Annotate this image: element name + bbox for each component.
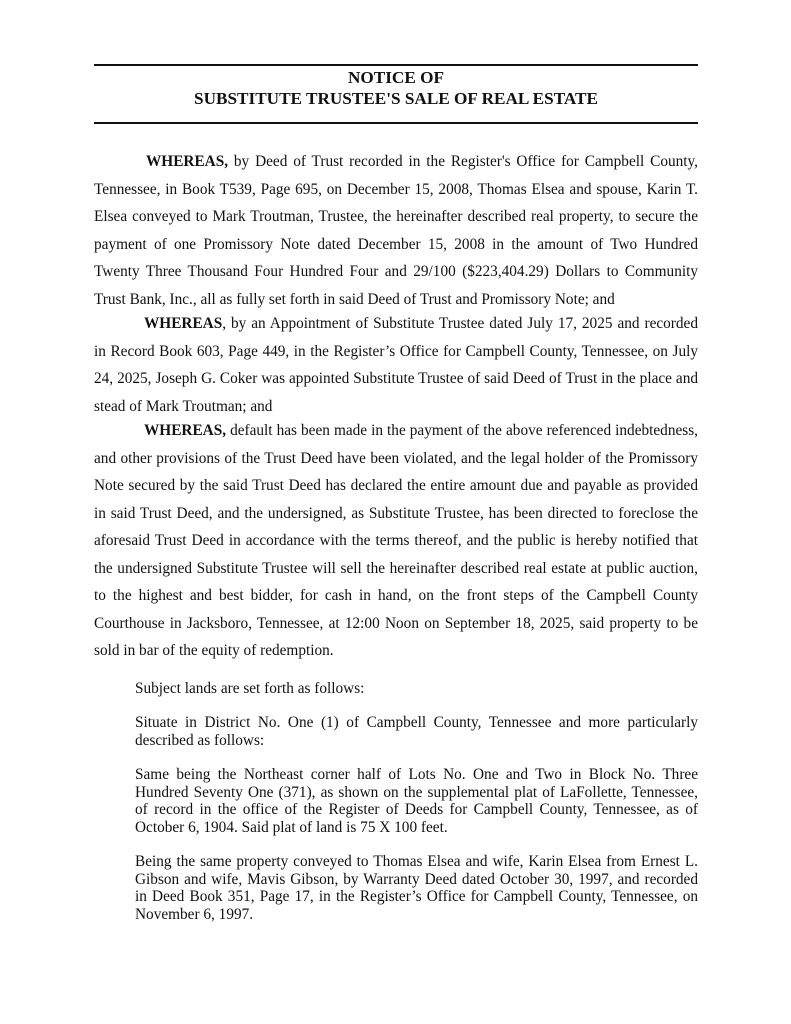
paragraph-text: default has been made in the payment of the above referenced indebtedness, and other provisions of the Trust Deed have been violated, and the legal holder of the Promissory Note secured by the said Trust Deed has declared the entire amount due and payable as provided in said Trust Deed, and the undersigned, as Substitute Trustee, has been directed to foreclose the aforesaid Trust Deed in accordance with the terms thereof, and the public is hereby notified that the undersigned Substitute Trustee will sell the hereinafter described real estate at public auction, to the highest and best bidder, for cash in hand, on the front steps of the Campbell County Courthouse in Jacksboro, Tennessee, at 12:00 Noon on September 18, 2025, said property to be sold in bar of the equity of redemption. <box>94 422 698 659</box>
subject-lands-text: Subject lands are set forth as follows: <box>135 680 365 697</box>
prior-conveyance <box>135 853 698 923</box>
title-bottom-rule <box>94 122 698 124</box>
paragraph-text: by Deed of Trust recorded in the Register's Office for Campbell County, Tennessee, in Book T539, Page 695, on December 15, 2008, Thomas Elsea and spouse, Karin T. Elsea conveyed to Mark Troutman, Trustee, the hereinafter described real property, to secure the payment of one Promissory Note dated December 15, 2008 in the amount of Two Hundred Twenty Three Thousand Four Hundred Four and 29/100 ($223,404.29) Dollars to Community Trust Bank, Inc., all as fully set forth in said Deed of Trust and Promissory Note; and <box>94 153 698 308</box>
whereas-lead: WHEREAS <box>144 315 223 332</box>
title-top-rule <box>94 64 698 66</box>
whereas-lead: WHEREAS, <box>144 422 227 439</box>
document-title <box>94 67 698 109</box>
subject-lands-text: Situate in District No. One (1) of Campbell County, Tennessee and more particularly described as follows: <box>135 714 698 749</box>
subject-lands-text: Same being the Northeast corner half of Lots No. One and Two in Block No. Three Hundred Seventy One (371), as shown on the supplemental plat of LaFollette, Tennessee, of record in the office of the Register of Deeds for Campbell County, Tennessee, as of October 6, 1904. Said plat of land is 75 X 100 feet. <box>135 766 698 836</box>
whereas-paragraph-default <box>94 417 698 665</box>
district-description <box>135 714 698 749</box>
whereas-paragraph-deed-of-trust <box>94 148 698 313</box>
title-line-2: SUBSTITUTE TRUSTEE'S SALE OF REAL ESTATE <box>194 89 598 108</box>
lot-description <box>135 766 698 836</box>
subject-lands-intro <box>135 680 698 698</box>
title-line-1: NOTICE OF <box>348 68 444 87</box>
subject-lands-text: Being the same property conveyed to Thomas Elsea and wife, Karin Elsea from Ernest L. Gibson and wife, Mavis Gibson, by Warranty Deed dated October 30, 1997, and recorded in Deed Book 351, Page 17, in the Register’s Office for Campbell County, Tennessee, on November 6, 1997. <box>135 853 698 923</box>
whereas-lead: WHEREAS, <box>146 153 229 170</box>
whereas-paragraph-appointment <box>94 310 698 420</box>
paragraph-text: , by an Appointment of Substitute Trustee dated July 17, 2025 and recorded in Record Book 603, Page 449, in the Register’s Office for Campbell County, Tennessee, on July 24, 2025, Joseph G. Coker was appointed Substitute Trustee of said Deed of Trust in the place and stead of Mark Troutman; and <box>94 315 698 415</box>
